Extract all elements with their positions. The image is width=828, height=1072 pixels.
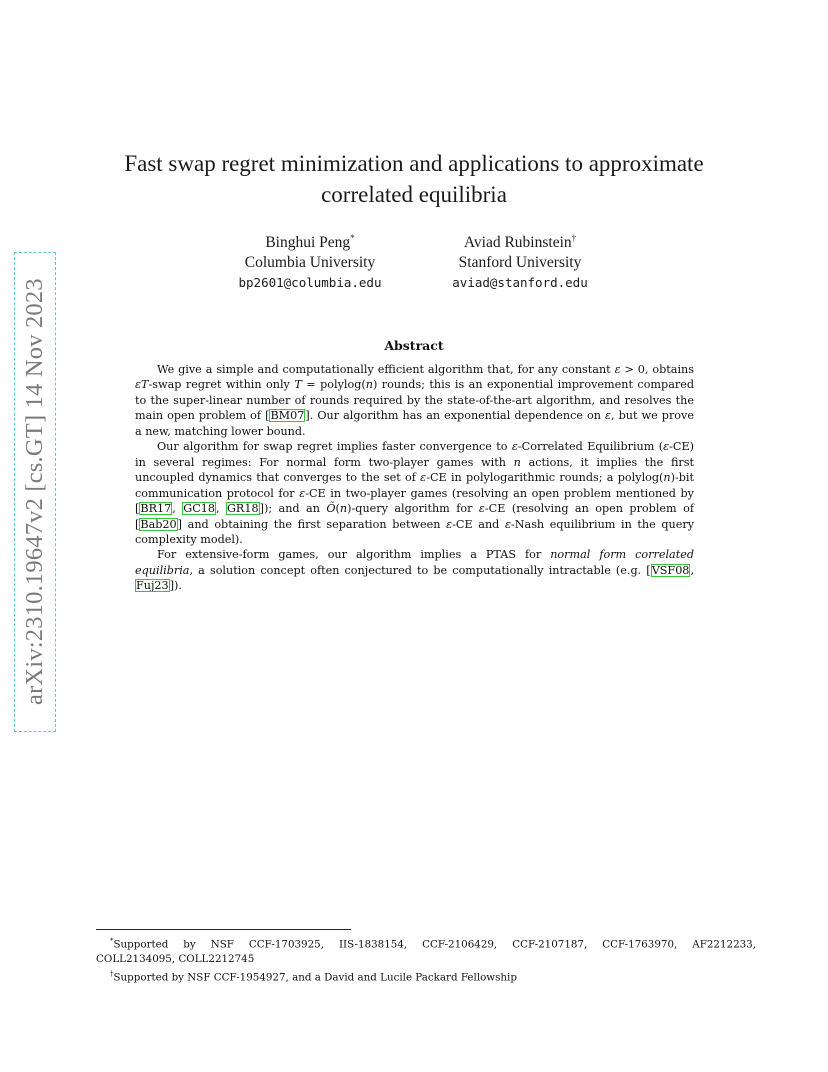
citation-link[interactable]: Fuj23 — [136, 579, 169, 593]
arxiv-identifier: arXiv:2310.19647v2 [cs.GT] 14 Nov 2023 — [21, 278, 48, 706]
footnote-1-continuation: COLL2134095, COLL2212745 — [96, 953, 255, 966]
abstract-paragraph-1: We give a simple and computationally efficient algorithm that, for any constant ε > 0, obtains εT-swap regret within only T = polylog(n) rounds; this is an exponential improvement compared to the super-linear number of rounds required by the state-of-the-art algorithm, and resolves the main open problem of [BM07]. Our algorithm has an exponential dependence on ε, but we prove a new, matching lower bound. — [135, 363, 694, 438]
footnote-rule — [96, 929, 351, 930]
abstract-paragraph-2: Our algorithm for swap regret implies faster convergence to ε-Correlated Equilibrium (ε-CE) in several regimes: For normal form two-player games with n actions, it implies the first uncoupled dynamics that converges to the set of ε-CE in polylogarithmic rounds; a polylog(n)-bit communication protocol for ε-CE in two-player games (resolving an open problem mentioned by [BR17, GC18, GR18]); and an Õ(n)-query algorithm for ε-CE (resolving an open problem of [Bab20] and obtaining the first separation between ε-CE and ε-Nash equilibrium in the query complexity model). — [135, 440, 695, 546]
author-affiliation: Columbia University — [244, 254, 376, 272]
abstract-paragraph-3: For extensive-form games, our algorithm implies a PTAS for normal form correlated equilibria, a solution concept often conjectured to be computationally intractable (e.g. [VSF08, Fuj23]). — [135, 548, 694, 593]
citation-link[interactable]: GC18 — [183, 502, 215, 516]
footnote-mark: † — [571, 233, 577, 243]
citation-link[interactable]: Bab20 — [140, 517, 177, 531]
abstract-heading: Abstract — [384, 338, 444, 353]
paper-title: Fast swap regret minimization and applications to approximate correlated equilibria — [124, 151, 704, 207]
author-name: Binghui Peng — [265, 234, 351, 252]
footnote-mark: * — [350, 233, 355, 243]
footnotes — [96, 934, 756, 986]
author-email[interactable]: bp2601@columbia.edu — [238, 275, 382, 291]
citation-link[interactable]: GR18 — [227, 502, 259, 516]
author-name: Aviad Rubinstein — [463, 234, 572, 252]
author-email[interactable]: aviad@stanford.edu — [452, 275, 588, 291]
footnote-1: *Supported by NSF CCF-1703925, IIS-1838154, CCF-2106429, CCF-2107187, CCF-1763970, AF2212233, — [110, 937, 756, 951]
author-block-2 — [410, 228, 630, 293]
citation-link[interactable]: BM07 — [270, 409, 305, 423]
author-affiliation: Stanford University — [458, 254, 582, 272]
author-block-1 — [200, 228, 420, 293]
abstract-body — [135, 362, 694, 594]
citation-link[interactable]: BR17 — [140, 502, 172, 516]
citation-link[interactable]: VSF08 — [651, 563, 690, 577]
footnote-2: †Supported by NSF CCF-1954927, and a David and Lucile Packard Fellowship — [110, 970, 517, 984]
